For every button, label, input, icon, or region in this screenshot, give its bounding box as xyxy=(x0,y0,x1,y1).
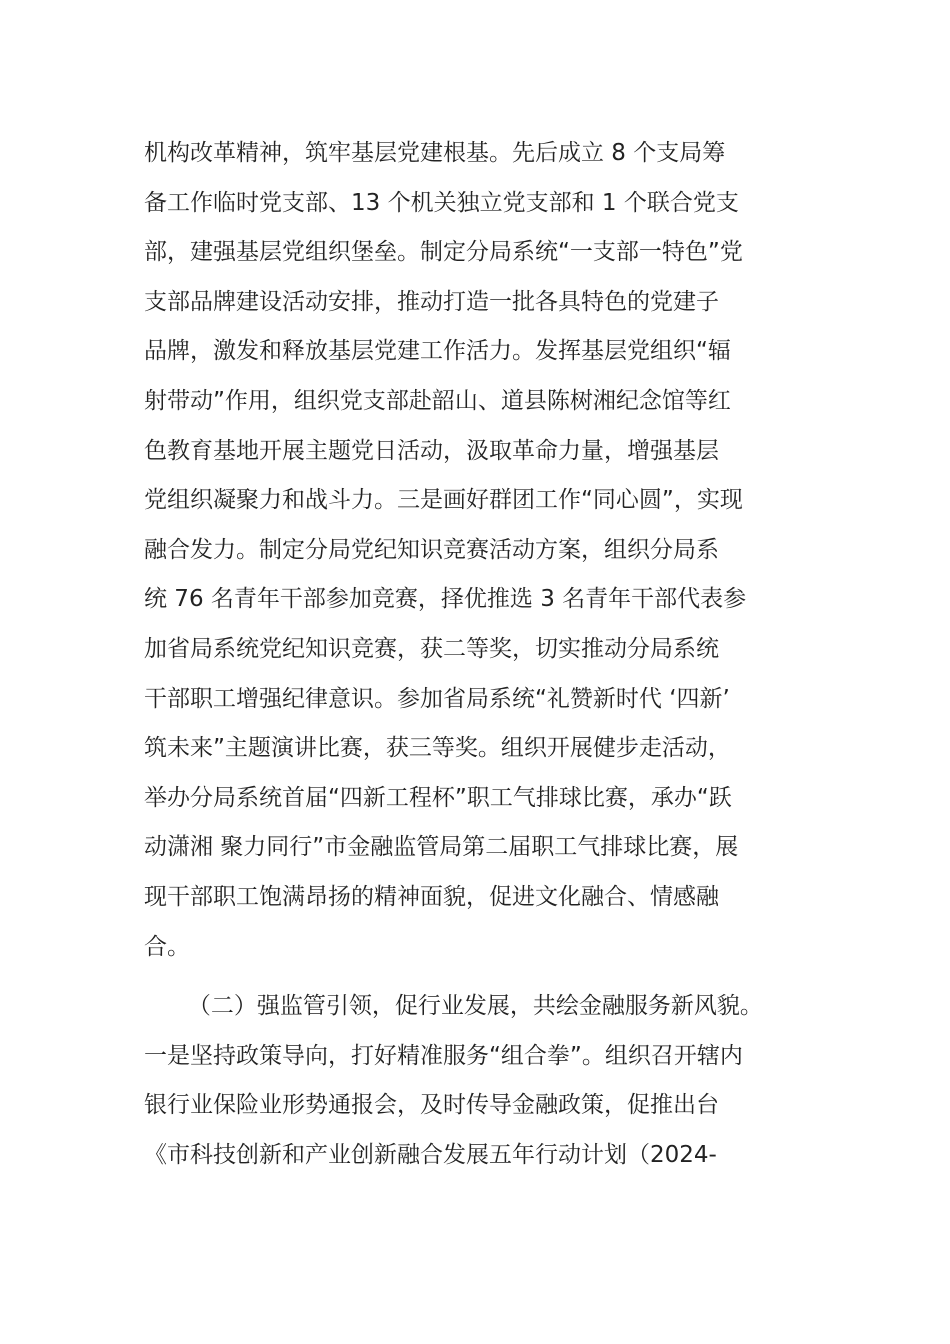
text-line: 加省局系统党纪知识竞赛，获二等奖，切实推动分局系统 xyxy=(144,635,719,662)
text-line: 部，建强基层党组织堡垒。制定分局系统“一支部一特色”党 xyxy=(144,239,743,266)
text-line: 色教育基地开展主题党日活动，汲取革命力量，增强基层 xyxy=(144,437,719,464)
text-line: 举办分局系统首届“四新工程杯”职工气排球比赛，承办“跃 xyxy=(144,784,732,811)
section-heading-line: （二）强监管引领，促行业发展，共绘金融服务新风貌。 xyxy=(144,993,763,1020)
body-text xyxy=(144,129,824,1180)
text-line: 筑未来”主题演讲比赛，获三等奖。组织开展健步走活动， xyxy=(144,735,731,762)
text-line: 党组织凝聚力和战斗力。三是画好群团工作“同心圆”，实现 xyxy=(144,487,743,514)
text-line: 合。 xyxy=(144,933,190,960)
text-line: 机构改革精神，筑牢基层党建根基。先后成立 8 个支局筹 xyxy=(144,140,726,166)
text-line: 现干部职工饱满昂扬的精神面貌，促进文化融合、情感融 xyxy=(144,883,719,910)
text-line: 动潇湘 聚力同行”市金融监管局第二届职工气排球比赛，展 xyxy=(144,834,739,861)
text-line: 统 76 名青年干部参加竞赛，择优推选 3 名青年干部代表参 xyxy=(144,586,747,613)
text-line: 一是坚持政策导向，打好精准服务“组合拳”。组织召开辖内 xyxy=(144,1042,743,1069)
text-line: 《市科技创新和产业创新融合发展五年行动计划（2024- xyxy=(144,1141,717,1168)
text-line: 融合发力。制定分局党纪知识竞赛活动方案，组织分局系 xyxy=(144,536,719,563)
text-line: 支部品牌建设活动安排，推动打造一批各具特色的党建子 xyxy=(144,288,719,315)
text-line: 备工作临时党支部、13 个机关独立党支部和 1 个联合党支 xyxy=(144,189,739,216)
text-line: 品牌，激发和释放基层党建工作活力。发挥基层党组织“辐 xyxy=(144,338,731,365)
text-line: 银行业保险业形势通报会，及时传导金融政策，促推出台 xyxy=(144,1092,719,1119)
text-line: 干部职工增强纪律意识。参加省局系统“礼赞新时代 ‘四新’ xyxy=(144,685,730,712)
text-line: 射带动”作用，组织党支部赴韶山、道县陈树湘纪念馆等红 xyxy=(144,387,731,414)
